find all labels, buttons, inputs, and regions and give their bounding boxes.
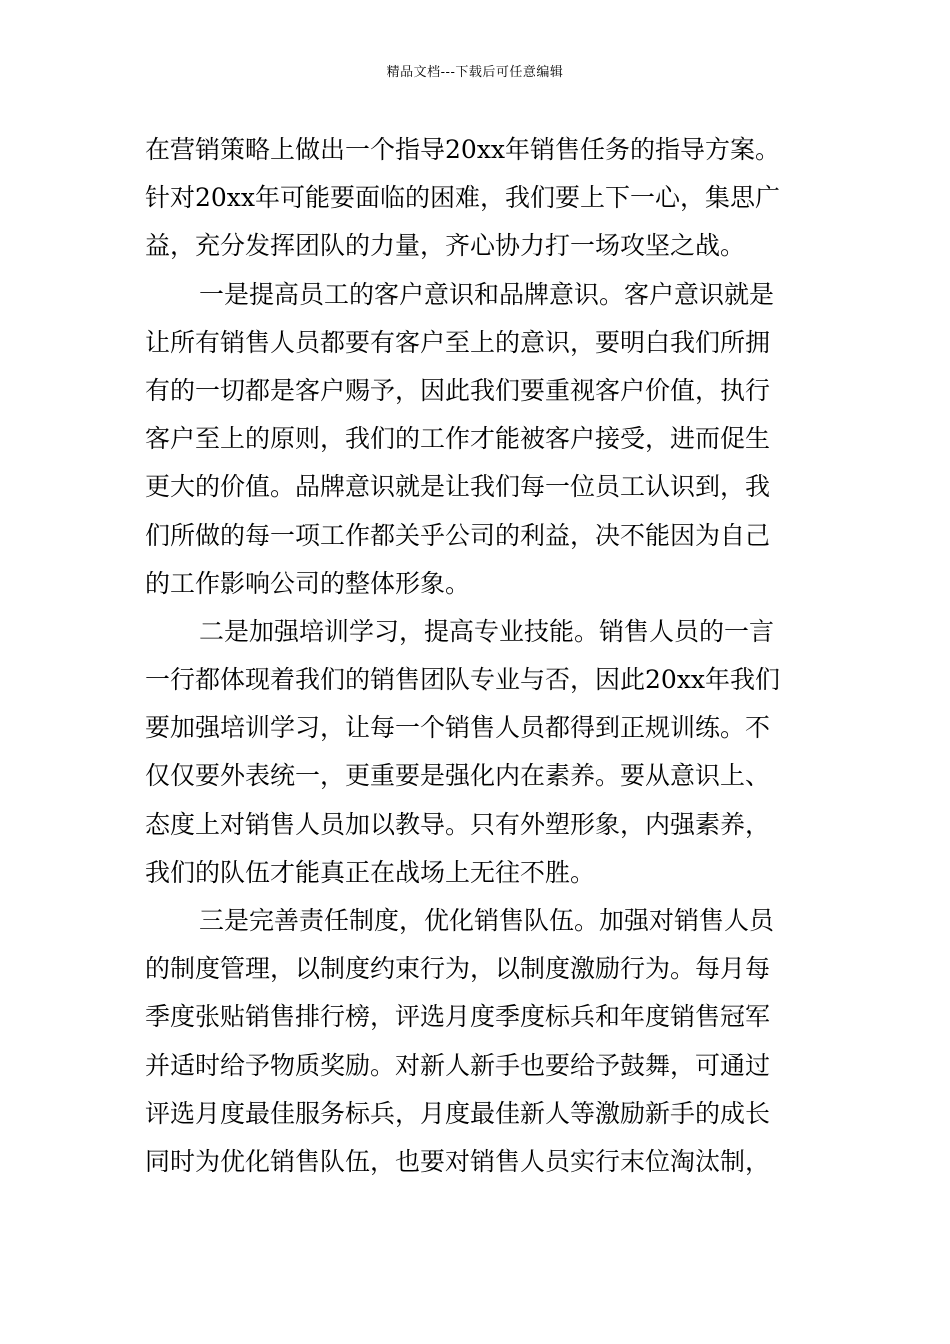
text-line: 季度张贴销售排行榜，评选月度季度标兵和年度销售冠军	[145, 1002, 771, 1032]
text-line: 我们的队伍才能真正在战场上无往不胜。	[145, 857, 596, 887]
text-line: 更大的价值。品牌意识就是让我们每一位员工认识到，我	[145, 472, 771, 502]
text-line: 一是提高员工的客户意识和品牌意识。客户意识就是	[199, 279, 775, 309]
text-line: 针对20xx年可能要面临的困难，我们要上下一心，集思广	[145, 183, 781, 213]
text-line: 要加强培训学习，让每一个销售人员都得到正规训练。不	[145, 713, 771, 743]
text-line: 益，充分发挥团队的力量，齐心协力打一场攻坚之战。	[145, 231, 746, 261]
text-line: 态度上对销售人员加以教导。只有外塑形象，内强素养，	[145, 809, 771, 839]
page-header: 精品文档---下载后可任意编辑	[386, 65, 564, 80]
text-line: 让所有销售人员都要有客户至上的意识，要明白我们所拥	[145, 327, 771, 357]
text-line: 客户至上的原则，我们的工作才能被客户接受，进而促生	[145, 424, 771, 454]
text-line: 有的一切都是客户赐予，因此我们要重视客户价值，执行	[145, 375, 771, 405]
text-line: 评选月度最佳服务标兵，月度最佳新人等激励新手的成长	[145, 1098, 771, 1128]
text-line: 二是加强培训学习，提高专业技能。销售人员的一言	[199, 616, 775, 646]
text-line: 的工作影响公司的整体形象。	[145, 568, 471, 598]
text-line: 们所做的每一项工作都关乎公司的利益，决不能因为自己	[145, 520, 771, 550]
text-line: 同时为优化销售队伍，也要对销售人员实行末位淘汰制，	[145, 1146, 771, 1176]
document-body	[145, 126, 810, 1186]
text-line: 并适时给予物质奖励。对新人新手也要给予鼓舞，可通过	[145, 1050, 771, 1080]
text-line: 三是完善责任制度，优化销售队伍。加强对销售人员	[199, 906, 775, 935]
text-line: 一行都体现着我们的销售团队专业与否，因此20xx年我们	[145, 665, 781, 695]
text-line: 在营销策略上做出一个指导20xx年销售任务的指导方案。	[145, 135, 781, 164]
text-line: 的制度管理，以制度约束行为，以制度激励行为。每月每	[145, 954, 771, 984]
text-line: 仅仅要外表统一，更重要是强化内在素养。要从意识上、	[145, 761, 771, 791]
